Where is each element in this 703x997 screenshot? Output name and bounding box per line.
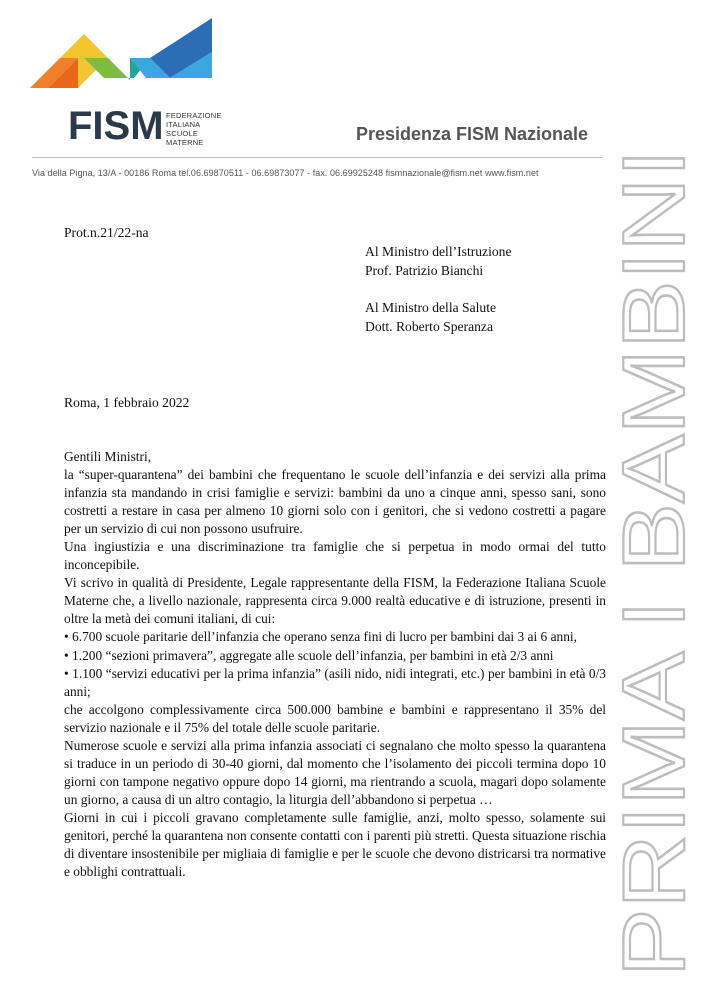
body-paragraph: Numerose scuole e servizi alla prima infanzia associati ci segnalano che molto spesso la quarantena si traduce in un periodo di 30-40 giorni, dal momento che l’isolamento dei piccoli termina dopo 10 giorni con tampone negativo oppure dopo 14 giorni, ma rientrando a scuola, magari dopo solamente un giorno, a causa di un altro contagio, la liturgia dell’abbandono si perpetua … — [64, 737, 606, 807]
logo-subtitle-line: ITALIANA — [166, 120, 201, 129]
recipient-title: Al Ministro dell’Istruzione — [365, 244, 512, 259]
header-divider — [32, 157, 602, 158]
address-line: Via della Pigna, 13/A - 00186 Roma tel.06.69870511 - 06.69873077 - fax. 06.69925248 fismnazionale@fism.net www.fism.net — [32, 168, 539, 178]
recipient-title: Al Ministro della Salute — [365, 300, 497, 315]
letter-body — [64, 448, 606, 881]
salutation: Gentili Ministri, — [64, 449, 152, 464]
logo-subtitle-line: MATERNE — [166, 138, 204, 147]
body-paragraph: Vi scrivo in qualità di Presidente, Legale rappresentante della FISM, la Federazione Italiana Scuole Materne che, a livello nazionale, rappresenta circa 9.000 realtà educative e di istruzione, presenti in oltre la metà dei comuni italiani, di cui: — [64, 575, 606, 627]
logo-wordmark: FISM — [68, 104, 164, 148]
logo-subtitle-line: FEDERAZIONE — [166, 111, 222, 120]
recipient-block — [365, 299, 512, 336]
recipient-block — [365, 243, 512, 280]
recipient-name: Dott. Roberto Speranza — [365, 318, 493, 334]
protocol-number: Prot.n.21/22-na — [64, 225, 149, 240]
side-watermark-text: PRIMA I BAMBINI — [604, 267, 703, 977]
body-paragraph: la “super-quarantena” dei bambini che frequentano le scuole dell’infanzia e dei servizi alla prima infanzia sta mandando in crisi famiglie e servizi: bambini da uno a cinque anni, spesso sani, sono costretti a restare in casa per almeno 10 giorni solo con i genitori, che si vedono costretti a pagare per un servizio di cui non possono usufruire. — [64, 467, 606, 537]
body-paragraph: che accolgono complessivamente circa 500.000 bambine e bambini e rappresentano il 35% del servizio nazionale e il 75% del totale delle scuole paritarie. — [64, 701, 606, 735]
list-item: • 1.100 “servizi educativi per la prima infanzia” (asili nido, nidi integrati, etc.) per bambini in età 0/3 anni; — [64, 665, 606, 699]
list-item: • 1.200 “sezioni primavera”, aggregate alle scuole dell’infanzia, per bambini in età 2/3 anni — [64, 647, 554, 663]
fism-logo — [30, 18, 220, 148]
logo-subtitle-line: SCUOLE — [166, 129, 199, 138]
side-watermark — [604, 147, 703, 977]
place-date: Roma, 1 febbraio 2022 — [64, 395, 190, 410]
body-paragraph: Una ingiustizia e una discriminazione tra famiglie che si perpetua in modo ormai del tutto inconcepibile. — [64, 539, 606, 573]
office-title: Presidenza FISM Nazionale — [356, 124, 589, 144]
recipients — [365, 243, 512, 336]
body-paragraph: Giorni in cui i piccoli gravano completamente sulle famiglie, anzi, molto spesso, solamente sui genitori, perché la quarantena non consente contatti con i parenti più stretti. Questa situazione rischia di diventare insostenibile per migliaia di famiglie e per le scuole che devono districarsi tra normative e obblighi contrattuali. — [64, 809, 606, 880]
list-item: • 6.700 scuole paritarie dell’infanzia che operano senza fini di lucro per bambini dai 3 ai 6 anni, — [64, 629, 577, 645]
recipient-name: Prof. Patrizio Bianchi — [365, 262, 484, 278]
fism-logo-mark-icon — [30, 18, 220, 118]
logo-subtitle — [166, 111, 222, 147]
